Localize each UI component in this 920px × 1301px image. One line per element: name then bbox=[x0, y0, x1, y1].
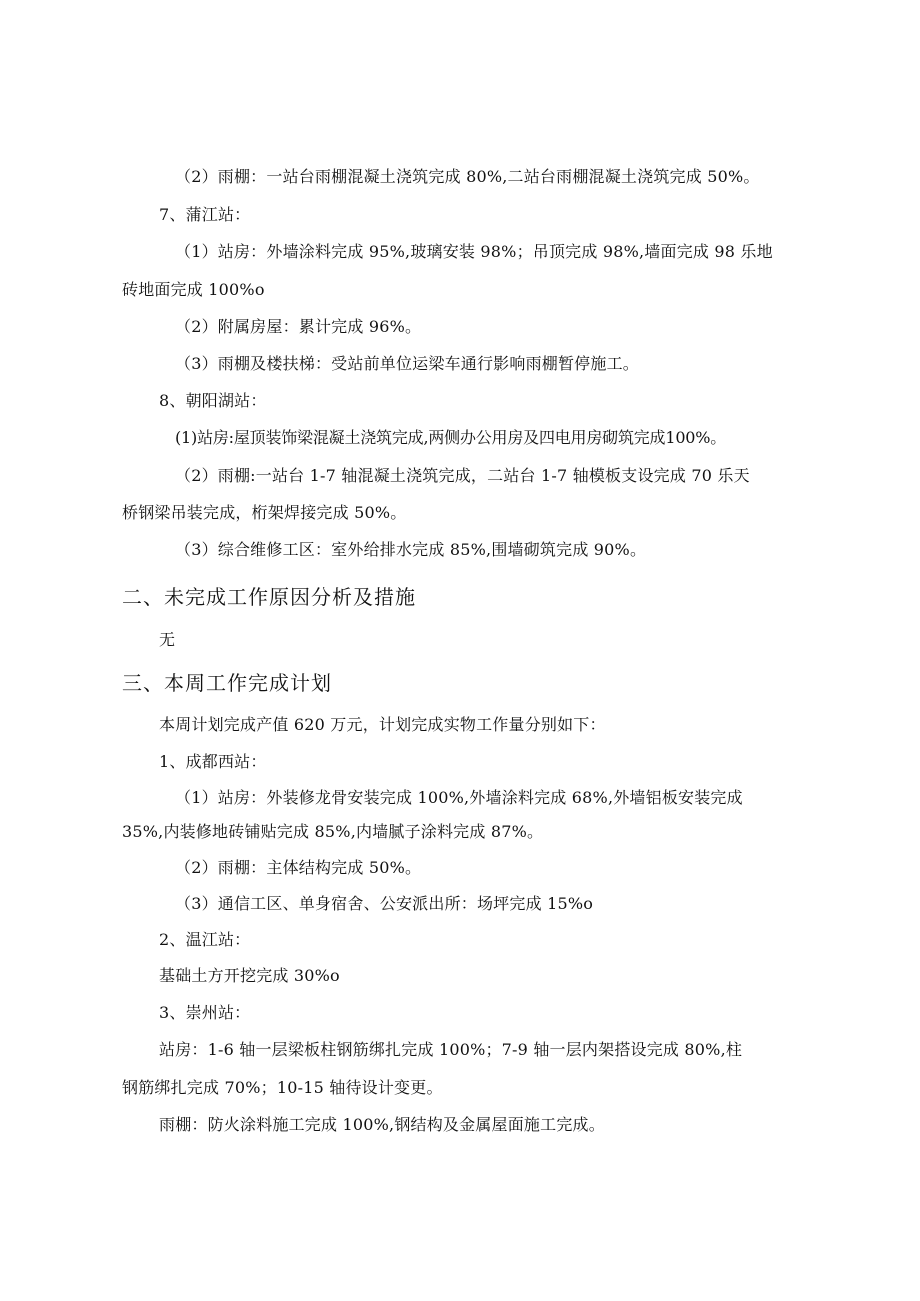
text-line: 雨棚：防火涂料施工完成 100%,钢结构及金属屋面施工完成。 bbox=[159, 1115, 605, 1134]
section-heading: 二、未完成工作原因分析及措施 bbox=[122, 585, 416, 609]
text-line: （3）雨棚及楼扶梯：受站前单位运梁车通行影响雨棚暂停施工。 bbox=[175, 354, 639, 373]
section-item-title: 2、温江站： bbox=[159, 930, 251, 949]
text-line: （2）雨棚:一站台 1-7 轴混凝土浇筑完成，二站台 1-7 轴模板支设完成 70 乐天 bbox=[175, 466, 750, 485]
text-line: 桥钢梁吊装完成，桁架焊接完成 50%。 bbox=[122, 503, 407, 522]
text-line: （1）站房：外墙涂料完成 95%,玻璃安装 98%；吊顶完成 98%,墙面完成 98 乐地 bbox=[175, 242, 773, 261]
text-line: （1）站房：外装修龙骨安装完成 100%,外墙涂料完成 68%,外墙铝板安装完成 bbox=[175, 788, 743, 807]
text-line: （2）雨棚：一站台雨棚混凝土浇筑完成 80%,二站台雨棚混凝土浇筑完成 50%。 bbox=[175, 167, 760, 186]
text-line: （2）雨棚：主体结构完成 50%。 bbox=[175, 858, 422, 877]
section-item-title: 3、崇州站： bbox=[159, 1003, 251, 1022]
text-line: (1)站房:屋顶装饰梁混凝土浇筑完成,两侧办公用房及四电用房砌筑完成100%。 bbox=[175, 428, 727, 447]
section-item-title: 7、蒲江站： bbox=[159, 205, 251, 224]
text-line: 本周计划完成产值 620 万元，计划完成实物工作量分别如下： bbox=[159, 715, 606, 734]
section-heading: 三、本周工作完成计划 bbox=[122, 671, 332, 695]
text-line: （3）通信工区、单身宿舍、公安派出所：场坪完成 15%o bbox=[175, 894, 594, 913]
section-item-title: 8、朝阳湖站： bbox=[159, 391, 267, 410]
text-line: 钢筋绑扎完成 70%；10-15 轴待设计变更。 bbox=[122, 1078, 443, 1097]
text-line: 无 bbox=[159, 630, 176, 649]
section-item-title: 1、成都西站： bbox=[159, 752, 267, 771]
text-line: （2）附属房屋：累计完成 96%。 bbox=[175, 317, 422, 336]
text-line: 砖地面完成 100%o bbox=[122, 280, 265, 299]
text-line: （3）综合维修工区：室外给排水完成 85%,围墙砌筑完成 90%。 bbox=[175, 540, 647, 559]
text-line: 35%,内装修地砖铺贴完成 85%,内墙腻子涂料完成 87%。 bbox=[122, 822, 544, 841]
text-line: 基础土方开挖完成 30%o bbox=[159, 966, 340, 985]
text-line: 站房：1-6 轴一层梁板柱钢筋绑扎完成 100%；7-9 轴一层内架搭设完成 80%,柱 bbox=[159, 1040, 743, 1059]
